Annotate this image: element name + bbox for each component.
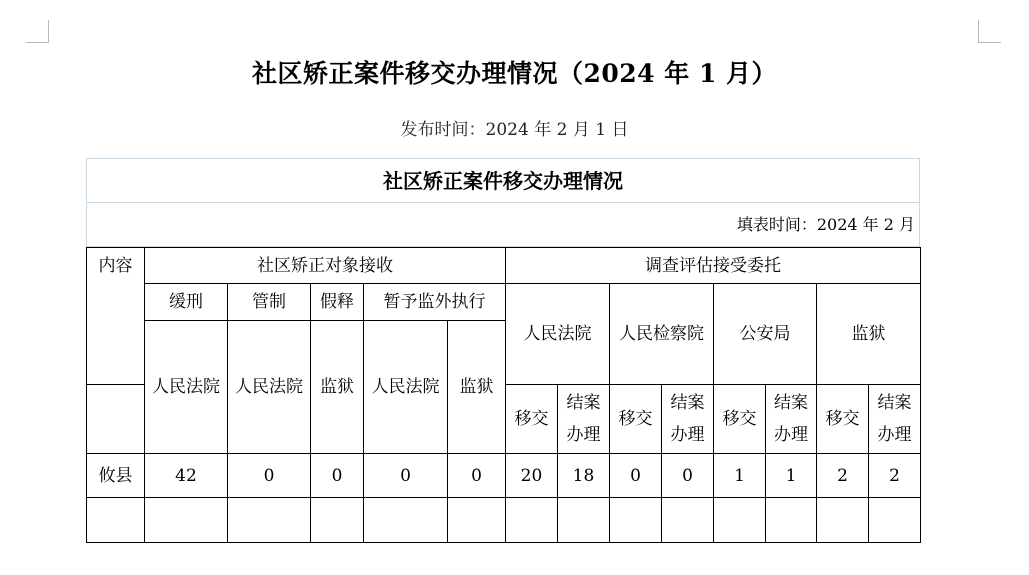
data-cell: 2	[817, 454, 869, 498]
data-cell: 1	[714, 454, 766, 498]
header-guanzhi: 管制	[228, 284, 311, 321]
header-assess-police: 公安局	[714, 284, 817, 385]
data-cell: 42	[145, 454, 228, 498]
data-cell: 0	[228, 454, 311, 498]
data-cell: 0	[311, 454, 364, 498]
data-cell	[610, 498, 662, 543]
data-cell	[869, 498, 921, 543]
row-name-cell	[87, 498, 145, 543]
header-zanyu-prison: 监狱	[448, 321, 506, 454]
table-title: 社区矫正案件移交办理情况	[87, 159, 919, 203]
row-header-cell: 内容	[87, 248, 145, 385]
data-cell: 1	[766, 454, 817, 498]
data-cell: 0	[364, 454, 448, 498]
data-cell	[364, 498, 448, 543]
header-assess: 调查评估接受委托	[506, 248, 921, 284]
data-cell: 0	[662, 454, 714, 498]
header-court-close: 结案 办理	[558, 385, 610, 454]
data-cell	[558, 498, 610, 543]
header-court-transfer: 移交	[506, 385, 558, 454]
header-procuratorate-close: 结案 办理	[662, 385, 714, 454]
data-cell: 20	[506, 454, 558, 498]
data-cell	[448, 498, 506, 543]
header-receive: 社区矫正对象接收	[145, 248, 506, 284]
data-cell	[766, 498, 817, 543]
header-zanyu-court: 人民法院	[364, 321, 448, 454]
data-cell: 2	[869, 454, 921, 498]
header-guanzhi-court: 人民法院	[228, 321, 311, 454]
data-cell: 18	[558, 454, 610, 498]
header-prison-transfer: 移交	[817, 385, 869, 454]
empty-header-cell	[87, 385, 145, 454]
table-row	[87, 454, 921, 498]
header-jiashi-prison: 监狱	[311, 321, 364, 454]
table-row-empty	[87, 498, 921, 543]
fill-time: 填表时间：2024 年 2 月	[736, 215, 915, 234]
header-police-close: 结案 办理	[766, 385, 817, 454]
data-cell	[311, 498, 364, 543]
publish-date: 发布时间：2024 年 2 月 1 日	[400, 120, 629, 140]
data-cell: 0	[610, 454, 662, 498]
header-assess-procuratorate: 人民检察院	[610, 284, 714, 385]
header-zanyu: 暂予监外执行	[364, 284, 506, 321]
header-huanxing: 缓刑	[145, 284, 228, 321]
data-cell: 0	[448, 454, 506, 498]
corner-mark-top-left	[26, 20, 49, 43]
corner-mark-top-right	[978, 20, 1001, 43]
row-name-cell: 攸县	[87, 454, 145, 498]
header-police-transfer: 移交	[714, 385, 766, 454]
header-huanxing-court: 人民法院	[145, 321, 228, 454]
table-caption	[86, 158, 920, 247]
data-table	[86, 247, 921, 543]
header-procuratorate-transfer: 移交	[610, 385, 662, 454]
data-cell	[714, 498, 766, 543]
data-cell	[145, 498, 228, 543]
data-cell	[228, 498, 311, 543]
data-cell	[662, 498, 714, 543]
header-assess-court: 人民法院	[506, 284, 610, 385]
header-jiashi: 假释	[311, 284, 364, 321]
data-cell	[817, 498, 869, 543]
header-prison-close: 结案 办理	[869, 385, 921, 454]
data-cell	[506, 498, 558, 543]
document-title: 社区矫正案件移交办理情况（2024 年 1 月）	[251, 59, 778, 88]
header-assess-prison: 监狱	[817, 284, 921, 385]
